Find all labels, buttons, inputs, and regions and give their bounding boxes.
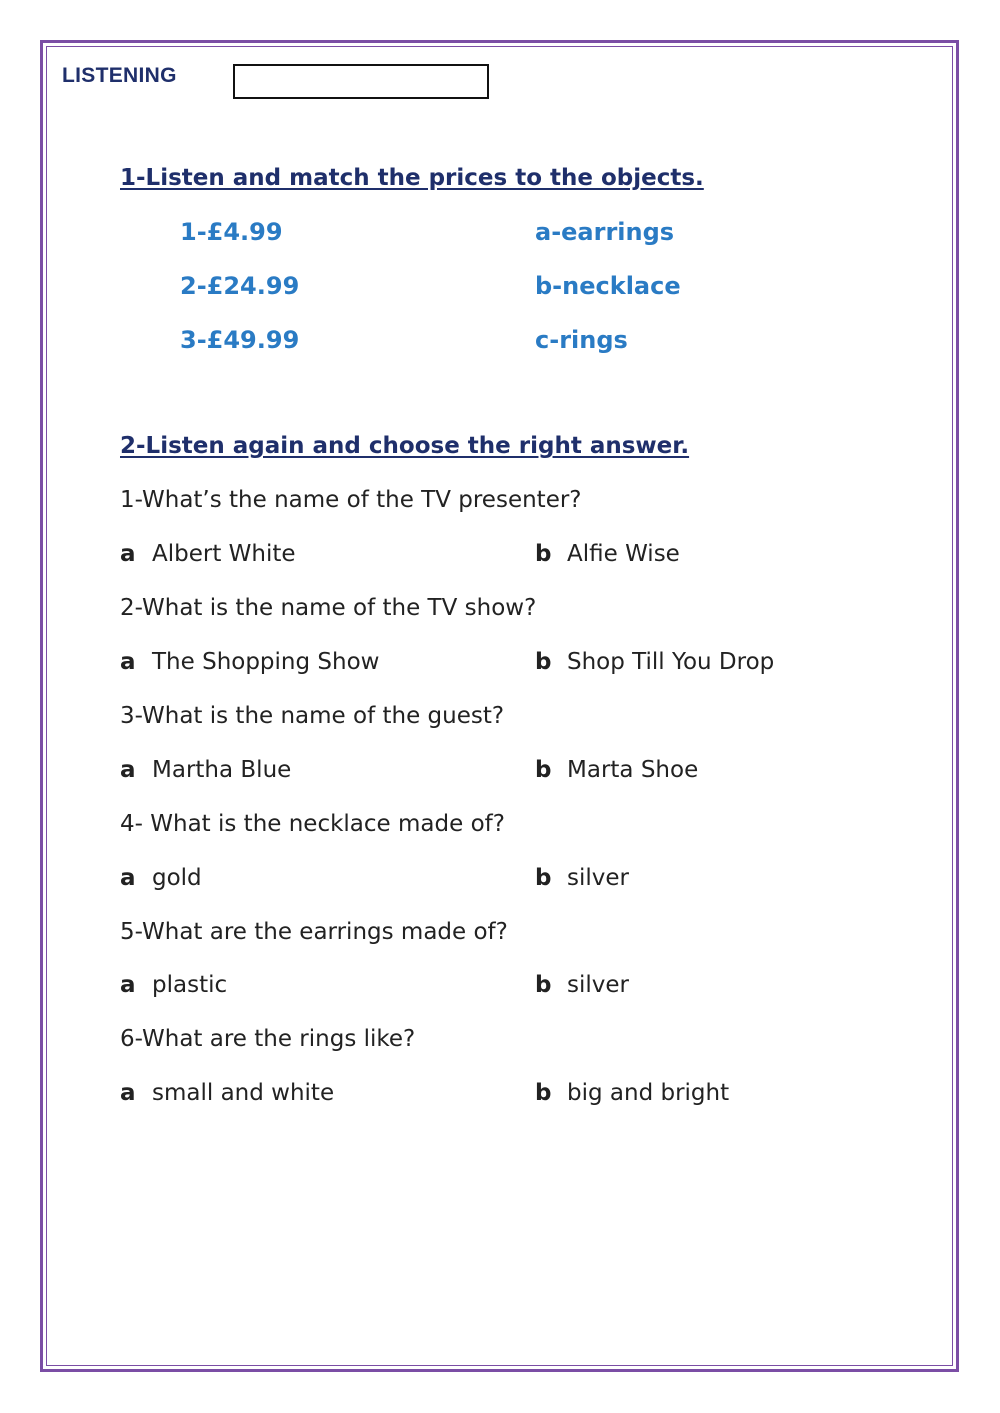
option-a[interactable] <box>120 972 227 998</box>
option-b[interactable] <box>535 541 680 567</box>
option-text: Martha Blue <box>152 757 292 783</box>
option-text: The Shopping Show <box>152 649 380 675</box>
option-a[interactable] <box>120 541 296 567</box>
option-letter: a <box>120 757 136 783</box>
option-text: plastic <box>152 972 228 998</box>
option-letter: a <box>120 541 136 567</box>
option-b[interactable] <box>535 972 629 998</box>
answer-box[interactable] <box>233 64 489 99</box>
option-letter: a <box>120 649 136 675</box>
option-text: silver <box>567 865 629 891</box>
option-a[interactable] <box>120 649 379 675</box>
object-item: c-rings <box>535 326 628 354</box>
section-title: LISTENING <box>62 64 177 87</box>
option-b[interactable] <box>535 649 774 675</box>
option-a[interactable] <box>120 757 291 783</box>
option-text: Shop Till You Drop <box>567 649 775 675</box>
question: 5-What are the earrings made of? <box>120 919 508 945</box>
option-letter: b <box>535 541 552 567</box>
exercise1-instruction: 1-Listen and match the prices to the objects. <box>120 165 704 191</box>
question: 3-What is the name of the guest? <box>120 703 505 729</box>
option-letter: b <box>535 757 552 783</box>
exercise2-instruction: 2-Listen again and choose the right answer. <box>120 433 690 459</box>
price-item: 1-£4.99 <box>180 218 283 246</box>
option-letter: a <box>120 1080 136 1106</box>
option-text: gold <box>152 865 202 891</box>
option-text: Marta Shoe <box>567 757 699 783</box>
option-letter: b <box>535 865 552 891</box>
question: 6-What are the rings like? <box>120 1026 416 1052</box>
object-item: a-earrings <box>535 218 675 246</box>
option-text: silver <box>567 972 629 998</box>
price-item: 3-£49.99 <box>180 326 300 354</box>
option-letter: b <box>535 649 552 675</box>
object-item: b-necklace <box>535 272 681 300</box>
option-a[interactable] <box>120 865 202 891</box>
option-letter: b <box>535 1080 552 1106</box>
question: 4- What is the necklace made of? <box>120 811 505 837</box>
option-text: big and bright <box>567 1080 730 1106</box>
price-item: 2-£24.99 <box>180 272 300 300</box>
option-text: Albert White <box>152 541 296 567</box>
option-a[interactable] <box>120 1080 334 1106</box>
option-text: Alfie Wise <box>567 541 680 567</box>
question: 1-What’s the name of the TV presenter? <box>120 487 582 513</box>
option-text: small and white <box>152 1080 335 1106</box>
option-b[interactable] <box>535 865 629 891</box>
option-letter: a <box>120 972 136 998</box>
question: 2-What is the name of the TV show? <box>120 595 537 621</box>
option-b[interactable] <box>535 1080 729 1106</box>
option-letter: b <box>535 972 552 998</box>
option-b[interactable] <box>535 757 698 783</box>
option-letter: a <box>120 865 136 891</box>
